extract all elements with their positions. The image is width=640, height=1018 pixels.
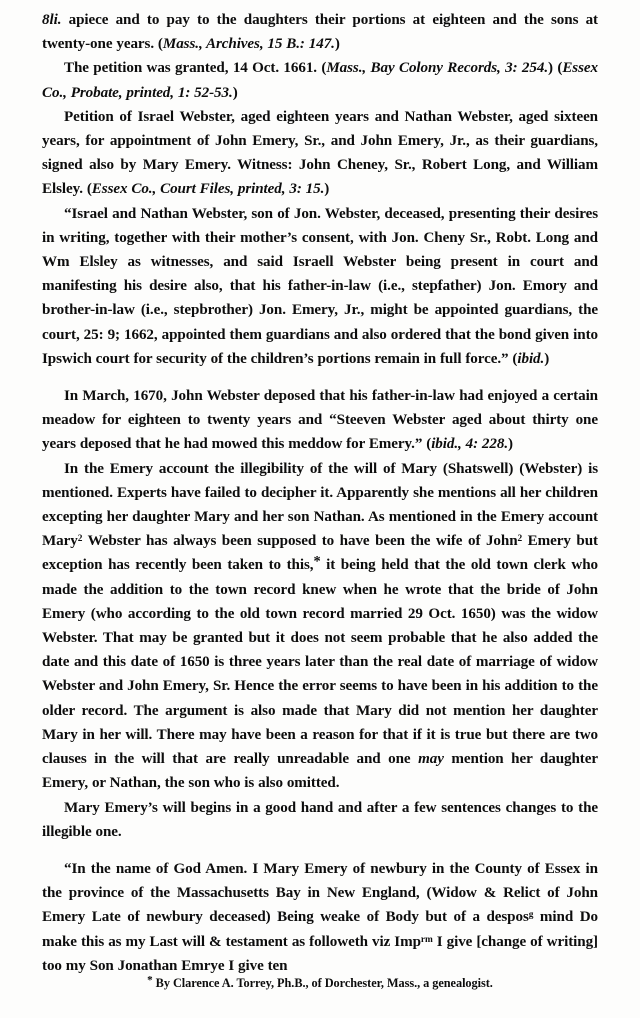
citation-italic: Essex Co., Court Files, printed, 3: 15. (91, 181, 325, 198)
superscript-marker: g (528, 910, 534, 921)
body-paragraph (42, 796, 598, 844)
footnote-text (42, 975, 598, 991)
body-paragraph (42, 105, 598, 202)
superscript-marker: 2 (77, 534, 83, 545)
citation-italic: Essex Co., Probate, printed, 1: 52-53. (42, 60, 598, 101)
text-run: Mary Emery’s will begins in a good hand and after a few sentences changes to the illegible one. (42, 799, 598, 840)
text-run: it being held that the old town clerk who made the addition to the town record knew when he wrote that the bride of John Emery (who according to the old town record married 29 Oct. 1650) was the widow Webster. That may be granted but it does not seem probable that he also added the date and this date of 1650 is three years later than the real date of marriage of widow Webster and John Emery, Sr. Hence the error seems to have been in his addition to the older record. The argument is also made that Mary did not mention her daughter Mary in her will. There may have been a reason for that if it is true but there are two clauses in the will that are really unreadable and one (42, 557, 598, 768)
text-run: The petition was granted, 14 Oct. 1661. ( (64, 60, 327, 77)
body-paragraph (42, 202, 598, 371)
citation-italic: Mass., Bay Colony Records, 3: 254. (326, 60, 549, 77)
body-paragraph (42, 384, 598, 457)
text-run: “In the name of God Amen. I Mary Emery of newbury in the County of Essex in the province of the Massachusetts Bay in New England, (Widow & Relict of John Emery Late of newbury deceased) Being weake of Body but of a despos (42, 860, 598, 926)
superscript-marker: rm (420, 934, 433, 945)
text-run: ) ( (548, 60, 563, 77)
text-run: ) (324, 181, 330, 198)
text-run: Emery but exception has recently been taken to this, (42, 533, 598, 574)
text-run: Webster has always been supposed to have been the wife of John (82, 533, 518, 550)
footnote-area (42, 975, 598, 991)
text-run: ) (508, 436, 513, 453)
text-run: mention her daughter Emery, or Nathan, the son who is also omitted. (42, 751, 598, 792)
superscript-marker: 2 (517, 534, 523, 545)
body-paragraph (42, 857, 598, 978)
text-run: ) (232, 84, 238, 101)
citation-italic: Mass., Archives, 15 B.: 147. (162, 36, 335, 53)
text-run: ) (334, 36, 340, 53)
text-run: In March, 1670, John Webster deposed that his father-in-law had enjoyed a certain meadow for eighteen to twenty years and “Steeven Webster aged about thirty one years deposed that he had mowed this meddow for Emery.” ( (42, 388, 598, 453)
body-paragraph (42, 457, 598, 796)
citation-italic: ibid., 4: 228. (431, 436, 509, 453)
text-run: “Israel and Nathan Webster, son of Jon. Webster, deceased, presenting their desires in writing, together with their mother’s consent, with Jon. Cheny Sr., Robt. Long and Wm Elsley as witnesses, and said Israell Webster being present in court and manifesting his desire also, that his father-in-law (i.e., stepfather) Jon. Emory and brother-in-law (i.e., stepbrother) Jon. Emery, Jr., might be appointed guardians, the court, 25: 9; 1662, appointed them guardians and also ordered that the bond given into Ipswich court for security of the children’s portions remain in full force.” ( (42, 205, 598, 367)
text-run: I give [change of writing] too my Son Jonathan Emrye I give ten (42, 933, 598, 974)
body-paragraph (42, 8, 598, 56)
text-run: In the Emery account the illegibility of the will of Mary (Shatswell) (Webster) is mentioned. Experts have failed to decipher it. Apparently she mentions all her children excepting her daughter Mary and her son Nathan. As mentioned in the Emery account Mary (42, 460, 598, 550)
footnote-reference-marker: * (313, 553, 321, 570)
citation-italic: 8li. (42, 12, 62, 28)
text-run: apiece and to pay to the daughters their portions at eighteen and the sons at twenty-one years. ( (42, 12, 598, 53)
body-paragraph (42, 56, 598, 104)
text-run: Petition of Israel Webster, aged eighteen years and Nathan Webster, aged sixteen years, for appointment of John Emery, Sr., and John Emery, Jr., as their guardians, signed also by Mary Emery. Witness: John Cheney, Sr., Robert Long, and William Elsley. ( (42, 108, 598, 198)
footnote-body: By Clarence A. Torrey, Ph.B., of Dorchester, Mass., a genealogist. (152, 976, 493, 990)
text-run: mind Do make this as my Last will & testament as followeth viz Imp (42, 909, 598, 950)
footnote-marker: * (147, 974, 153, 987)
page-body-text (42, 8, 598, 978)
text-run: ) (544, 350, 550, 367)
citation-italic: may (418, 751, 444, 768)
citation-italic: ibid. (517, 350, 545, 367)
